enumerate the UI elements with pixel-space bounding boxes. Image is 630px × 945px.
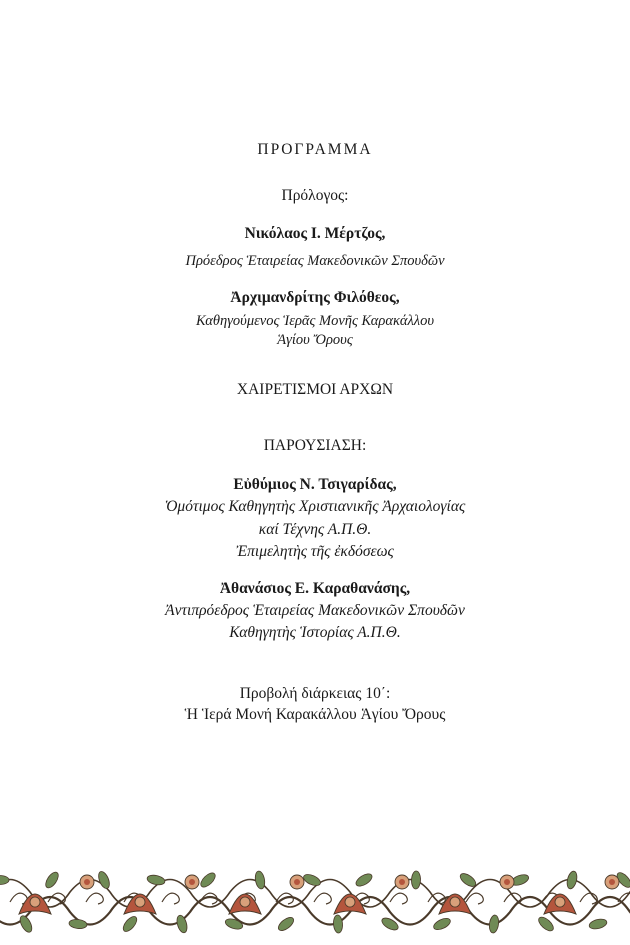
speaker-name: Ἀρχιμανδρίτης Φιλόθεος,: [230, 289, 400, 306]
prologue-label: Πρόλογος:: [281, 187, 349, 204]
speaker-role: Ἀντιπρόεδρος Ἑταιρείας Μακεδονικῶν Σπουδῶν: [165, 602, 465, 619]
speaker-role: Ἐπιμελητὴς τῆς ἐκδόσεως: [236, 543, 394, 560]
floral-vine-border-icon: [0, 852, 630, 945]
screening-title: Ἡ Ἱερά Μονή Καρακάλλου Ἁγίου Ὄρους: [184, 706, 446, 723]
speaker-role: Καθηγητὴς Ἱστορίας Α.Π.Θ.: [229, 624, 401, 641]
speaker-role: καί Τέχνης Α.Π.Θ.: [258, 521, 372, 538]
presentation-label: ΠΑΡΟΥΣΙΑΣΗ:: [263, 437, 367, 454]
greetings-heading: ΧΑΙΡΕΤΙΣΜΟΙ ΑΡΧΩΝ: [236, 381, 394, 398]
screening-duration: Προβολή διάρκειας 10΄:: [239, 685, 391, 702]
speaker-name: Ἀθανάσιος Ε. Καραθανάσης,: [219, 580, 411, 597]
speaker-role: Ἁγίου Ὄρους: [277, 332, 353, 348]
speaker-role: Καθηγούμενος Ἱερᾶς Μονῆς Καρακάλλου: [196, 313, 434, 329]
speaker-name: Νικόλαος Ι. Μέρτζος,: [244, 225, 386, 242]
speaker-role: Ὁμότιμος Καθηγητὴς Χριστιανικῆς Ἀρχαιολογίας: [164, 498, 466, 515]
page-title: ΠΡΟΓΡΑΜΜΑ: [257, 141, 373, 158]
speaker-name: Εὐθύμιος Ν. Τσιγαρίδας,: [233, 476, 397, 493]
speaker-role: Πρόεδρος Ἑταιρείας Μακεδονικῶν Σπουδῶν: [185, 253, 445, 269]
